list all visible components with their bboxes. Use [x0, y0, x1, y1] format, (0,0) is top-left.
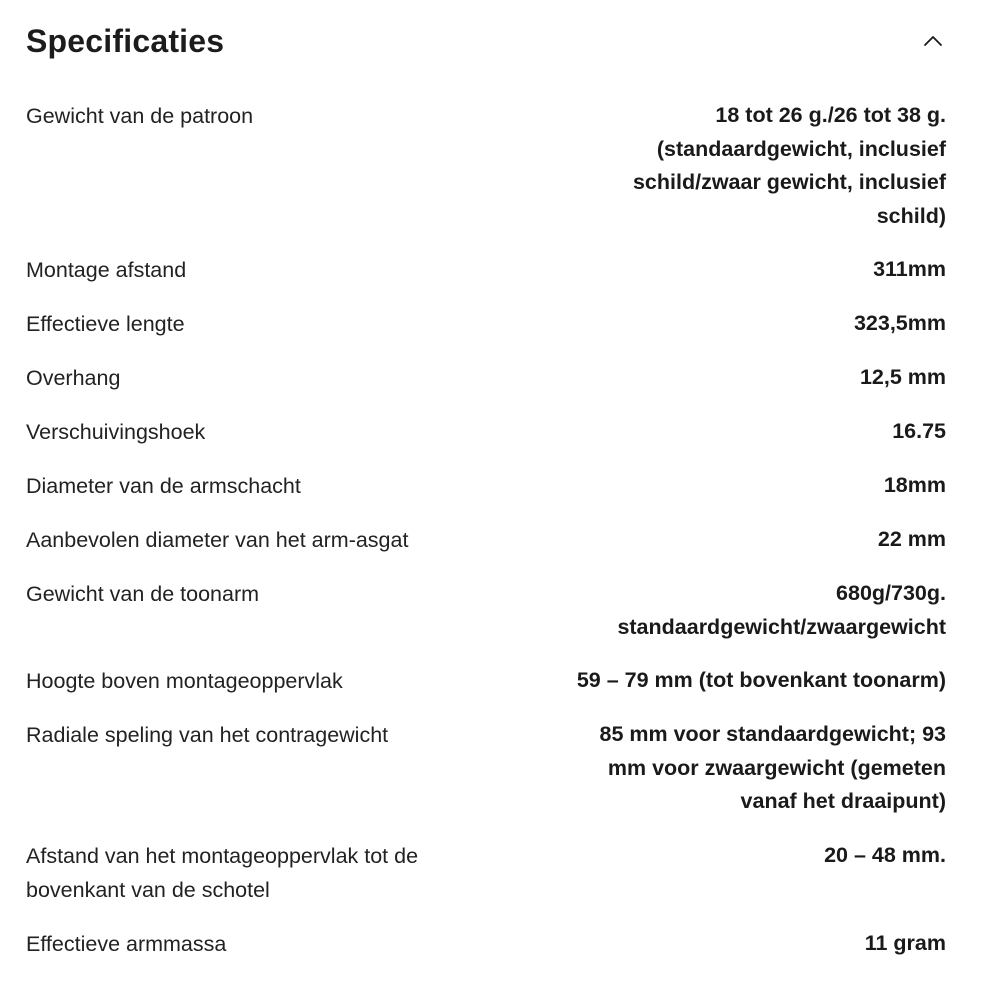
spec-label: Effectieve armmassa	[26, 931, 227, 956]
spec-label: Afstand van het montageoppervlak tot de bovenkant van de schotel	[26, 843, 419, 902]
spec-list	[26, 99, 946, 981]
spec-label: Gewicht van de patroon	[26, 104, 254, 128]
spec-row	[26, 718, 946, 819]
section-header[interactable]	[26, 18, 946, 64]
spec-value: 20 – 48 mm.	[824, 842, 946, 867]
spec-row	[26, 415, 946, 449]
spec-label: Overhang	[26, 366, 121, 390]
spec-label: Radiale speling van het contragewicht	[26, 723, 389, 747]
spec-value: 11 gram	[864, 930, 946, 955]
spec-label: Effectieve lengte	[26, 312, 185, 336]
spec-row	[26, 664, 946, 698]
chevron-up-icon	[923, 35, 943, 47]
spec-value: 311mm	[873, 257, 946, 281]
spec-label: Hoogte boven montageoppervlak	[26, 669, 343, 693]
spec-value: 18 tot 26 g./26 tot 38 g. (standaardgewicht, inclusief schild/zwaar gewicht, inclusief schild)	[632, 103, 946, 228]
spec-label: Montage afstand	[26, 258, 187, 282]
spec-row	[26, 469, 946, 503]
spec-row	[26, 99, 946, 233]
spec-label: Diameter van de armschacht	[26, 474, 301, 498]
spec-value: 22 mm	[877, 527, 946, 551]
spec-row	[26, 577, 946, 644]
spec-value: 59 – 79 mm (tot bovenkant toonarm)	[576, 668, 946, 692]
spec-value: 12,5 mm	[859, 365, 946, 389]
spec-row	[26, 927, 946, 961]
spec-label: Aanbevolen diameter van het arm-asgat	[26, 528, 409, 552]
spec-value: 680g/730g. standaardgewicht/zwaargewicht	[617, 581, 946, 639]
spec-value: 16.75	[892, 419, 946, 443]
spec-row	[26, 307, 946, 341]
spec-row	[26, 253, 946, 287]
spec-value: 85 mm voor standaardgewicht; 93 mm voor zwaargewicht (gemeten vanaf het draaipunt)	[599, 722, 946, 813]
collapse-button[interactable]	[918, 26, 948, 56]
section-title: Specificaties	[26, 22, 225, 59]
spec-row	[26, 523, 946, 557]
spec-label: Gewicht van de toonarm	[26, 582, 260, 606]
spec-row	[26, 839, 946, 907]
spec-row	[26, 361, 946, 395]
spec-value: 18mm	[883, 473, 946, 497]
spec-label: Verschuivingshoek	[26, 420, 206, 444]
spec-value: 323,5mm	[853, 311, 946, 335]
